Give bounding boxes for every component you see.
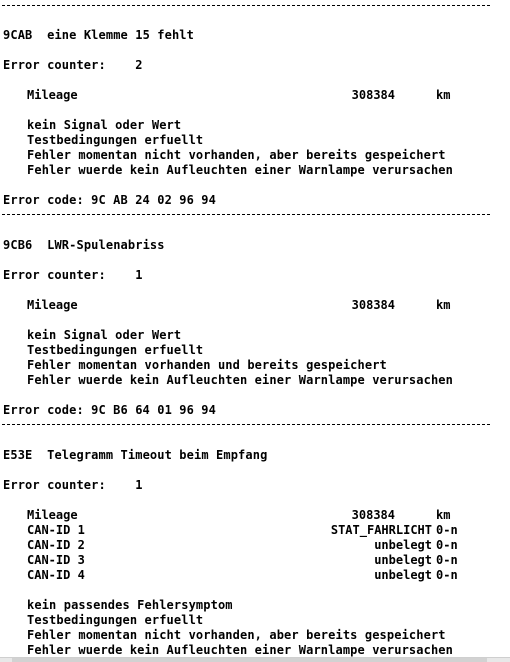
fault-title: eine Klemme 15 fehlt (47, 28, 194, 42)
row-unit: km (436, 508, 451, 522)
error-counter-value: 2 (135, 58, 143, 72)
note-line: kein Signal oder Wert (27, 118, 182, 132)
fault-code: 9CAB (3, 28, 33, 42)
note-line: Fehler wuerde kein Aufleuchten einer Warnlampe verursachen (27, 373, 453, 387)
row-label: CAN-ID 1 (27, 523, 85, 537)
scrollbar-thumb[interactable] (12, 658, 487, 662)
separator-top (2, 5, 490, 6)
error-counter-label: Error counter: (3, 58, 106, 72)
row-unit: 0-n (436, 553, 458, 567)
fault-code: 9CB6 (3, 238, 33, 252)
fault-header-3 (3, 448, 267, 463)
row-value: 308384 (351, 298, 395, 312)
note-line: Fehler momentan nicht vorhanden, aber bereits gespeichert (27, 628, 446, 642)
error-counter-3 (3, 478, 143, 493)
row-label: CAN-ID 4 (27, 568, 85, 582)
note-line: Fehler momentan vorhanden und bereits gespeichert (27, 358, 387, 372)
note-line: kein passendes Fehlersymptom (27, 598, 233, 612)
row-value: 308384 (351, 88, 395, 102)
row-unit: 0-n (436, 523, 458, 537)
error-counter-value: 1 (135, 268, 143, 282)
fault-header-1 (3, 28, 194, 43)
note-line: Fehler momentan nicht vorhanden, aber bereits gespeichert (27, 148, 446, 162)
note-line: Testbedingungen erfuellt (27, 343, 204, 357)
separator-1 (2, 214, 490, 215)
row-label: Mileage (27, 508, 78, 522)
error-counter-label: Error counter: (3, 478, 106, 492)
fault-header-2 (3, 238, 165, 253)
row-unit: 0-n (436, 568, 458, 582)
fault-title: Telegramm Timeout beim Empfang (47, 448, 268, 462)
row-label: CAN-ID 2 (27, 538, 85, 552)
fault-title: LWR-Spulenabriss (47, 238, 165, 252)
row-unit: 0-n (436, 538, 458, 552)
row-value: 308384 (351, 508, 395, 522)
note-line: Fehler wuerde kein Aufleuchten einer Warnlampe verursachen (27, 163, 453, 177)
error-counter-2 (3, 268, 143, 283)
error-counter-value: 1 (135, 478, 143, 492)
row-value: unbelegt (374, 553, 432, 567)
note-line: Testbedingungen erfuellt (27, 613, 204, 627)
row-label: Mileage (27, 298, 78, 312)
row-label: Mileage (27, 88, 78, 102)
note-line: kein Signal oder Wert (27, 328, 182, 342)
error-code-line-1: Error code: 9C AB 24 02 96 94 (3, 193, 216, 207)
note-line: Fehler wuerde kein Aufleuchten einer Warnlampe verursachen (27, 643, 453, 657)
error-counter-1 (3, 58, 143, 73)
note-line: Testbedingungen erfuellt (27, 133, 204, 147)
row-unit: km (436, 88, 451, 102)
horizontal-scrollbar[interactable] (0, 657, 510, 662)
row-value: STAT_FAHRLICHT (330, 523, 432, 537)
error-code-line-2: Error code: 9C B6 64 01 96 94 (3, 403, 216, 417)
error-counter-label: Error counter: (3, 268, 106, 282)
fault-code: E53E (3, 448, 33, 462)
row-value: unbelegt (374, 538, 432, 552)
separator-2 (2, 424, 490, 425)
row-value: unbelegt (374, 568, 432, 582)
row-label: CAN-ID 3 (27, 553, 85, 567)
row-unit: km (436, 298, 451, 312)
